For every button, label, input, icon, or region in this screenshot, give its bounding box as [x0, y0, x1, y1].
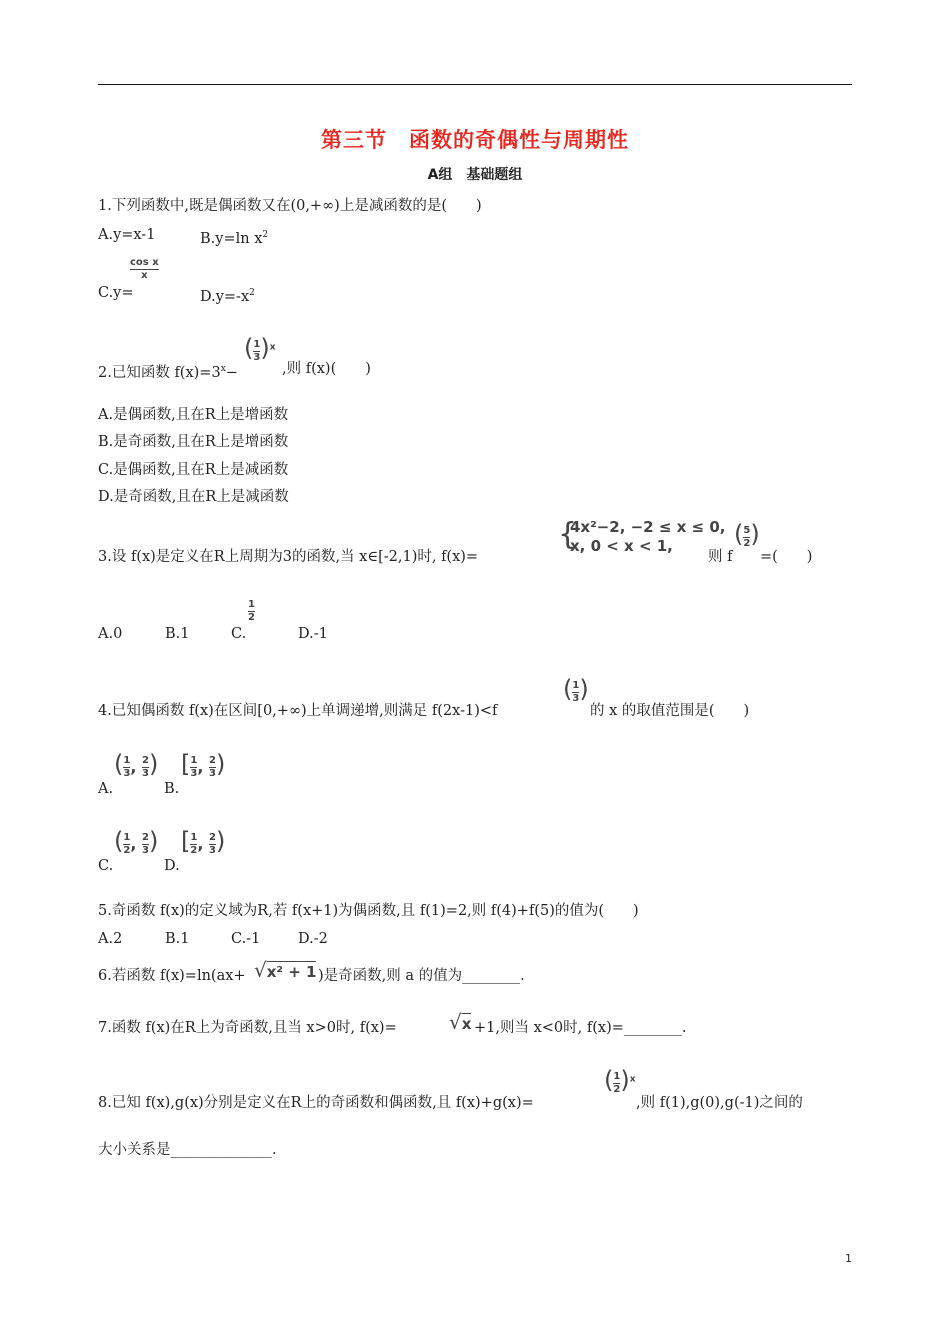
header-rule	[98, 84, 852, 85]
q7-stem: 7.函数 f(x)在R上为奇函数,且当 x>0时, f(x)=	[98, 1020, 397, 1036]
q3-option-d: D.-1	[298, 626, 328, 642]
q3-option-a: A.0	[98, 626, 123, 642]
q4-c-interval: ( $\frac{1}{2}$ , $\frac{2}{3}$ )	[114, 827, 159, 856]
q8-stem-tail: ,则 f(1),g(0),g(-1)之间的	[636, 1095, 803, 1111]
q3-c-fraction: $\frac{1}{2}$	[248, 599, 255, 623]
q2-option-a: A.是偶函数,且在R上是增函数	[98, 407, 289, 423]
q8-fraction-power: ( $\frac{1}{2}$ )$^x$	[604, 1066, 636, 1095]
q3-piece-1: 4x²−2, −2 ≤ x ≤ 0,	[570, 518, 726, 536]
q5-option-b: B.1	[165, 931, 190, 947]
q1-option-c: C.y=	[98, 285, 134, 301]
page-number: 1	[845, 1252, 852, 1265]
q5-option-d: D.-2	[298, 931, 328, 947]
q3-stem-post: 则 f	[708, 549, 733, 565]
q1-option-a: A.y=x-1	[98, 227, 156, 243]
q3-option-b: B.1	[165, 626, 190, 642]
q1-c-fraction: $\frac{\text{cos x}}{x}$	[130, 257, 159, 281]
q8-stem: 8.已知 f(x),g(x)分别是定义在R上的奇函数和偶函数,且 f(x)+g(x)=	[98, 1095, 534, 1111]
q4-option-a: A.	[98, 781, 114, 797]
q3-option-c: C.	[231, 626, 247, 642]
q3-piece-2: x, 0 < x < 1,	[570, 537, 673, 555]
q2-option-d: D.是奇函数,且在R上是减函数	[98, 489, 289, 505]
q5-stem: 5.奇函数 f(x)的定义域为R,若 f(x+1)为偶函数,且 f(1)=2,则 f(4)+f(5)的值为( )	[98, 903, 639, 919]
q4-stem: 4.已知偶函数 f(x)在区间[0,+∞)上单调递增,则满足 f(2x-1)<f	[98, 703, 498, 719]
q1-option-b: B.y=ln $x^2$	[200, 230, 269, 247]
q1-option-d: $D.y=-x^2$	[200, 288, 255, 305]
q4-option-c: C.	[98, 858, 114, 874]
q8-line-2: 大小关系是______________.	[98, 1142, 277, 1158]
q6-stem: 6.若函数 f(x)=ln(ax+	[98, 968, 246, 984]
q4-a-interval: ( $\frac{1}{3}$ , $\frac{2}{3}$ )	[114, 750, 159, 779]
q7-stem-tail: +1,则当 x<0时, f(x)=________.	[474, 1020, 687, 1036]
q4-stem-tail: 的 x 的取值范围是( )	[590, 703, 750, 719]
q4-fraction: ( $\frac{1}{3}$ )	[563, 675, 589, 704]
q3-stem: 3.设 f(x)是定义在R上周期为3的函数,当 x∈[-2,1)时, f(x)=	[98, 549, 479, 565]
section-subtitle: A组 基础题组	[427, 167, 523, 183]
q1-stem: 1.下列函数中,既是偶函数又在(0,+∞)上是减函数的是( )	[98, 198, 482, 214]
q3-piecewise: { 4x²−2, −2 ≤ x ≤ 0, x, 0 < x < 1,	[558, 517, 726, 555]
q4-option-b: B.	[164, 781, 180, 797]
q2-stem: 2.已知函数 $f(x)=3^x-$	[98, 364, 238, 381]
q6-sqrt: √x² + 1	[254, 958, 317, 982]
q4-b-interval: [ $\frac{1}{3}$ , $\frac{2}{3}$ )	[181, 750, 226, 779]
page-title: 第三节 函数的奇偶性与周期性	[321, 128, 629, 152]
q6-stem-tail: )是奇函数,则 a 的值为________.	[318, 968, 525, 984]
q3-stem-tail: =( )	[760, 549, 813, 565]
q2-option-c: C.是偶函数,且在R上是减函数	[98, 462, 289, 478]
q3-fraction: ( $\frac{5}{2}$ )	[734, 520, 760, 549]
q5-option-c: C.-1	[231, 931, 261, 947]
q2-stem-tail: ,则 f(x)( )	[282, 361, 371, 377]
q7-sqrt: √x	[449, 1010, 472, 1034]
q4-d-interval: [ $\frac{1}{2}$ , $\frac{2}{3}$ )	[181, 827, 226, 856]
q2-fraction-power: ( $\frac{1}{3}$ )$^x$	[244, 334, 276, 363]
q5-option-a: A.2	[98, 931, 123, 947]
q2-option-b: B.是奇函数,且在R上是增函数	[98, 434, 289, 450]
q4-option-d: D.	[164, 858, 180, 874]
